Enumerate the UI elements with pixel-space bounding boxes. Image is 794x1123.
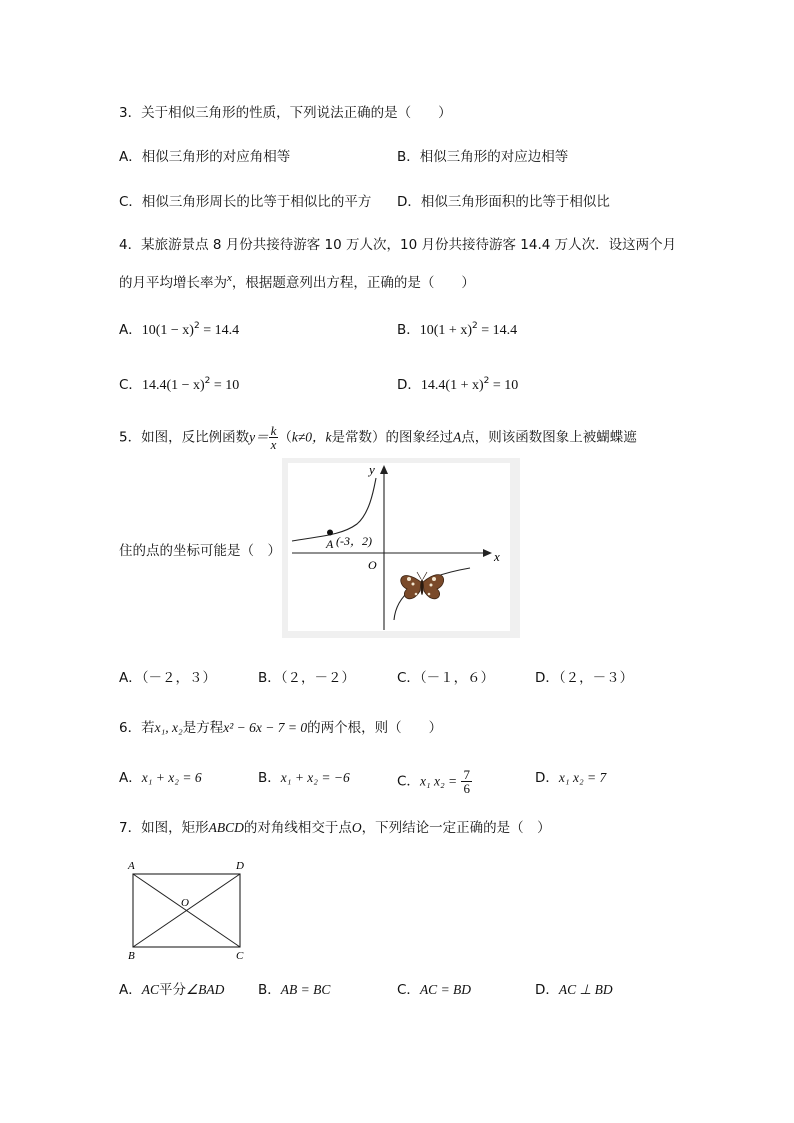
q7-stem-text: 7．如图，矩形 [119,820,209,836]
q6-stem [119,718,442,738]
center-o-label: O [181,897,189,909]
q6-variables: x₁, x₂ [154,720,183,735]
q7-option-d[interactable] [535,980,613,1000]
q4-option-c-label: C． [119,377,142,393]
q5-stem-text-3: 点，则该函数图象上被蝴蝶遮 [461,429,637,446]
q4-option-b-exp: 2 [472,321,478,331]
q6-option-b-label: B． [258,770,281,786]
q5-option-d[interactable]: D．（２，－３） [535,670,634,686]
q4-option-d-label: D． [397,377,421,393]
x-axis-label: x [494,549,500,564]
q5-option-c[interactable]: C．（－１，６） [397,670,495,686]
q5-condition: k≠0，k [291,429,332,445]
q5-function-lhs: y＝ [249,429,269,445]
q4-option-b[interactable] [397,316,517,341]
q3-option-c[interactable]: C．相似三角形周长的比等于相似比的平方 [119,194,372,210]
q6-option-c-label: C． [397,773,420,790]
q6-option-c-lhs: x₁ x₂ = [419,773,458,789]
q6-option-c[interactable] [397,768,472,795]
point-a [327,530,333,536]
q6-stem-text-3: 的两个根，则（ ） [307,720,443,736]
q4-option-d-exp: 2 [483,376,490,386]
q6-option-a[interactable] [119,768,202,788]
q5-graph [282,458,520,638]
q6-option-b-math: x₁ + x₂ = −6 [280,770,350,785]
q7-option-b[interactable] [258,980,330,1000]
q4-option-b-math: 10(1 + x) [419,323,472,338]
q7-option-a[interactable] [119,980,224,1000]
q6-option-d-math: x₁ x₂ = 7 [558,770,607,785]
q4-stem-text-2: ，根据题意列出方程，正确的是（ ） [231,275,475,291]
q7-rectangle-figure [124,856,254,962]
q5-point-ref: A [453,429,462,445]
q4-option-d[interactable] [397,371,518,396]
q7-point: O [351,820,362,835]
q4-stem-line1: 4．某旅游景点 8 月份共接待游客 10 万人次，10 月份共接待游客 14.4 万人次．设这两个月 [119,237,677,253]
point-a-coords: (-3，2) [336,534,372,548]
q7-option-d-label: D． [535,982,559,998]
q7-option-b-math: AB = BC [280,982,331,997]
q7-stem-text-3: ，下列结论一定正确的是（ ） [361,820,551,836]
q4-option-c-exp: 2 [204,376,211,386]
q5-option-a[interactable]: A．（－２，３） [119,670,216,686]
q6-option-c-num: 7 [463,767,470,782]
q3-stem: 3．关于相似三角形的性质，下列说法正确的是（ ） [119,105,452,121]
q5-stem-line1 [119,424,637,451]
q5-fraction [269,424,279,451]
q7-option-a-angle: ∠BAD [186,982,225,997]
q3-option-b[interactable]: B．相似三角形的对应边相等 [397,149,569,165]
q7-stem [119,818,551,838]
q6-option-c-den: 6 [463,781,470,796]
q7-option-a-math: AC [141,982,160,997]
q7-option-c[interactable] [397,980,471,1000]
q5-stem-text-2: 是常数）的图象经过 [331,429,454,446]
q4-option-a-label: A． [119,322,142,338]
q5-stem-text: 5．如图，反比例函数 [119,429,250,446]
q5-fraction-den: x [270,437,277,452]
q4-stem-text: 的月平均增长率为 [119,275,227,291]
q3-option-a[interactable]: A．相似三角形的对应角相等 [119,149,291,165]
q4-option-b-label: B． [397,322,420,338]
q5-option-b[interactable]: B．（２，－２） [258,670,356,686]
q7-option-b-label: B． [258,982,281,998]
q4-option-a-tail: = 14.4 [199,323,240,338]
q4-option-d-tail: = 10 [489,378,519,393]
vertex-c-label: C [236,950,244,962]
q7-option-a-label: A． [119,982,142,998]
graph-panel [288,463,510,631]
q5-fraction-num: k [270,423,277,438]
q4-option-d-math: 14.4(1 + x) [420,378,484,393]
q7-option-c-math: AC = BD [419,982,472,997]
q6-option-d-label: D． [535,770,559,786]
q6-option-c-fraction [461,768,472,795]
q4-variable: x [227,272,232,284]
q5-stem-line2: 住的点的坐标可能是（ ） [119,543,281,559]
q6-equation: x² − 6x − 7 = 0 [223,720,308,735]
q7-option-c-label: C． [397,982,420,998]
q6-option-b[interactable] [258,768,350,788]
q4-option-c-tail: = 10 [210,378,240,393]
q7-option-d-math: AC ⊥ BD [558,982,613,997]
q6-stem-text-2: 是方程 [182,720,224,736]
y-axis-label: y [369,462,375,477]
vertex-d-label: D [236,860,244,872]
q4-stem-line2 [119,268,475,293]
vertex-b-label: B [128,950,135,962]
q4-option-c-math: 14.4(1 − x) [141,378,205,393]
q6-stem-text: 6．若 [119,720,155,736]
q6-option-d[interactable] [535,768,606,788]
point-a-label: A [326,537,334,551]
q4-option-a[interactable] [119,316,239,341]
q4-option-a-exp: 2 [193,321,200,331]
q6-option-a-label: A． [119,770,142,786]
q4-option-c[interactable] [119,371,239,396]
q5-paren: （ [278,429,292,446]
q7-stem-text-2: 的对角线相交于点 [243,820,352,836]
q4-option-b-tail: = 14.4 [477,323,518,338]
q6-option-a-math: x₁ + x₂ = 6 [141,770,202,785]
origin-label: O [368,558,377,572]
q3-option-d[interactable]: D．相似三角形面积的比等于相似比 [397,194,610,210]
q7-rect-name: ABCD [208,820,244,835]
vertex-a-label: A [128,860,135,872]
q4-option-a-math: 10(1 − x) [141,323,194,338]
q7-option-a-text: 平分 [159,982,187,998]
